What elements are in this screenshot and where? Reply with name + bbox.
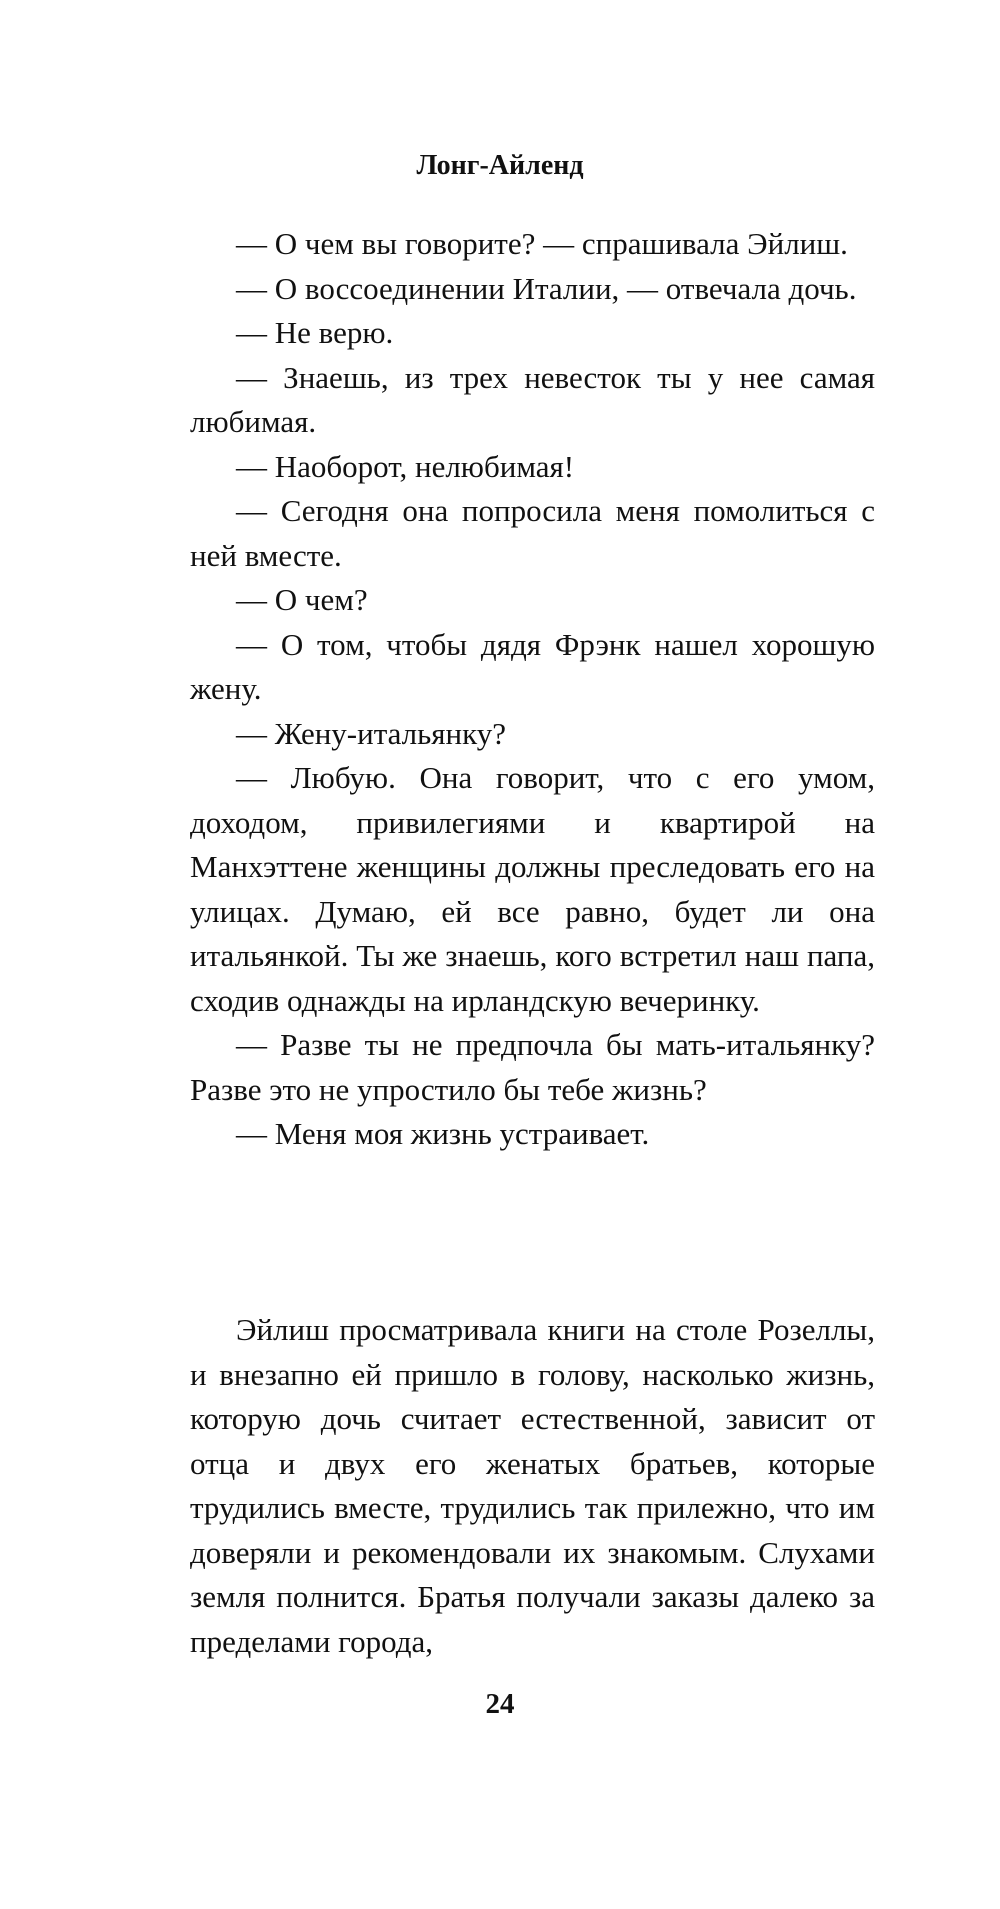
dialogue-line: — О воссоединении Италии, — отвечала дочь.	[236, 270, 857, 306]
dialogue-line: — Любую. Она говорит, что с его умом, доходом, привилегиями и квартирой на Манхэттене женщины должны преследовать его на улицах. Думаю, ей все равно, будет ли она итальянкой. Ты же знаешь, кого встретил наш папа, сходив однажды на ирландскую вечеринку.	[190, 760, 875, 1018]
page-number: 24	[485, 1688, 515, 1720]
dialogue-line: — О чем вы говорите? — спрашивала Эйлиш.	[236, 226, 848, 261]
narrative-paragraph: Эйлиш просматривала книги на столе Розеллы, и внезапно ей пришло в голову, насколько жизнь, которую дочь считает естественной, зависит от отца и двух его женатых братьев, которые трудились вместе, трудились так прилежно, что им доверяли и рекомендовали их знакомым. Слухами земля полнится. Братья получали заказы далеко за пределами города,	[190, 1312, 875, 1659]
dialogue-line: — О чем?	[236, 582, 368, 617]
dialogue-line: — Знаешь, из трех невесток ты у нее самая любимая.	[190, 359, 875, 439]
dialogue-line: — Меня моя жизнь устраивает.	[236, 1116, 650, 1151]
dialogue-line: — О том, чтобы дядя Фрэнк нашел хорошую жену.	[190, 626, 875, 706]
dialogue-line: — Жену-итальянку?	[236, 715, 507, 751]
dialogue-line: — Сегодня она попросила меня помолиться с ней вместе.	[190, 493, 875, 573]
dialogue-line: — Наоборот, нелюбимая!	[236, 448, 575, 484]
dialogue-line: — Разве ты не предпочла бы мать-итальянку? Разве это не упростило бы тебе жизнь?	[190, 1027, 875, 1107]
dialogue-line: — Не верю.	[236, 315, 394, 350]
dialogue-section	[190, 222, 875, 1157]
running-title: Лонг-Айленд	[416, 150, 584, 181]
narrative-section	[190, 1308, 875, 1664]
